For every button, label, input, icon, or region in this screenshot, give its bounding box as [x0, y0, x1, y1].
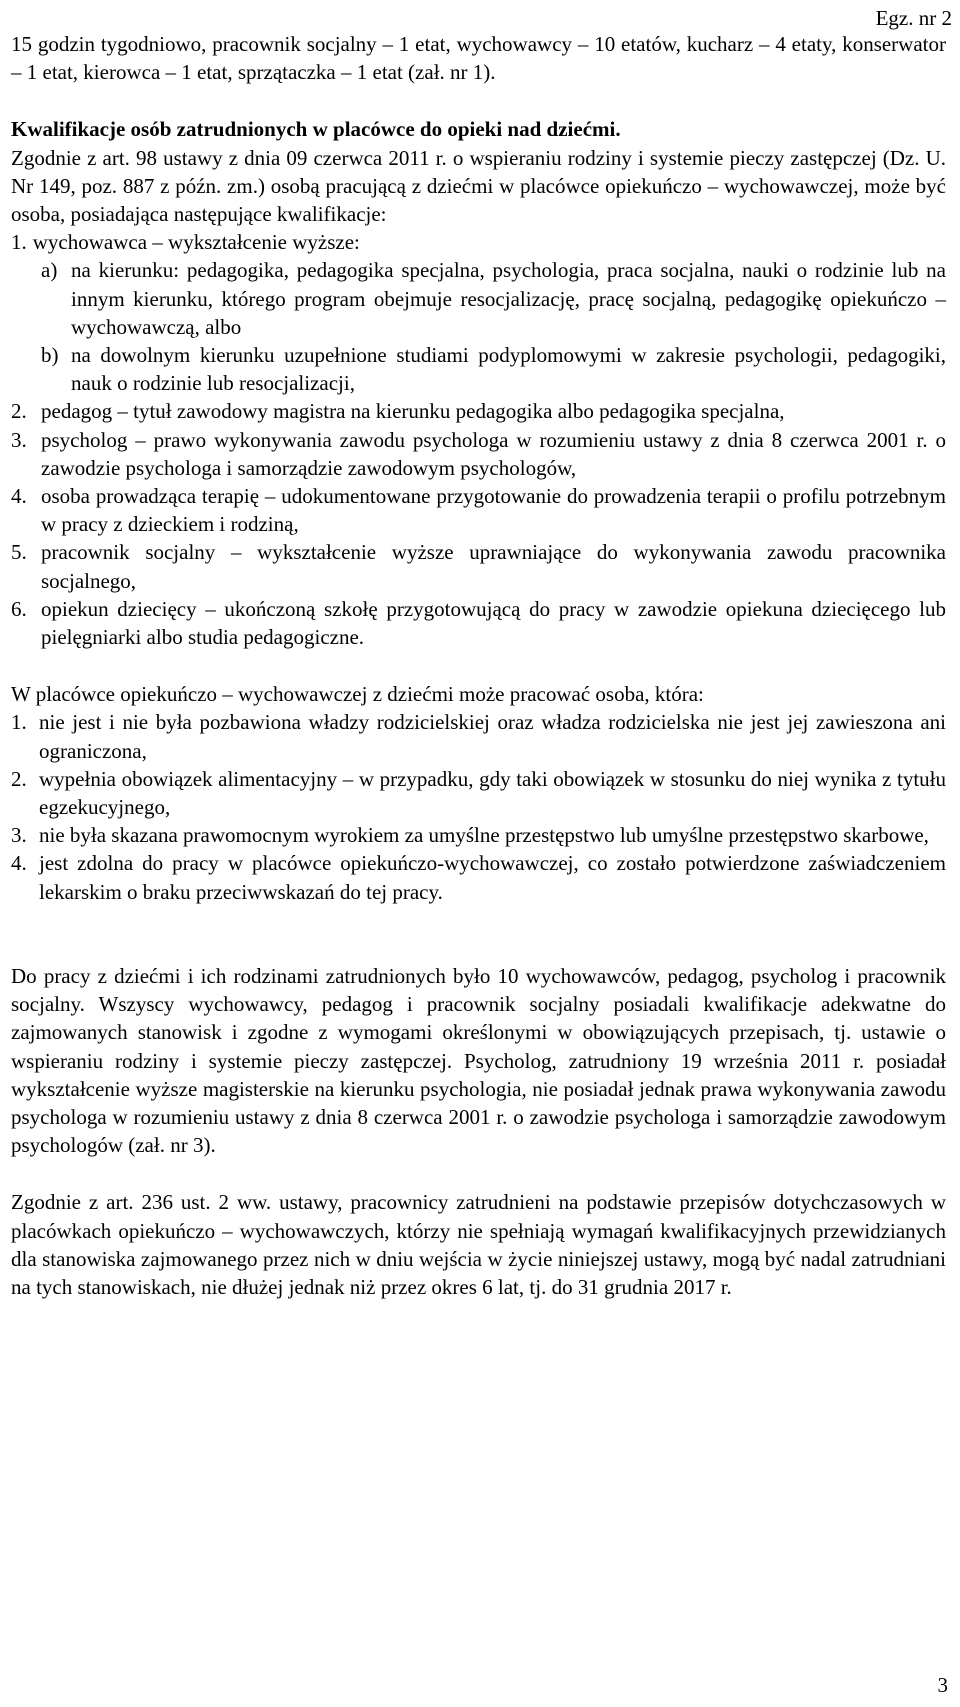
- qualification-item: [11, 228, 946, 397]
- requirements-section: [11, 680, 946, 906]
- requirements-intro: W placówce opiekuńczo – wychowawczej z dziećmi może pracować osoba, która:: [11, 682, 704, 707]
- list-number: 1.: [11, 710, 27, 735]
- sublist-item-text: na kierunku: pedagogika, pedagogika specjalna, psychologia, praca socjalna, nauki o rodzinie lub na innym kierunku, którego program obejmuje resocjalizację, pracę socjalną, pedagogikę opiekuńczo – wychowawczą, albo: [71, 258, 946, 339]
- list-number: 3.: [11, 823, 27, 848]
- list-item-text: osoba prowadząca terapię – udokumentowane przygotowanie do prowadzenia terapii o profilu potrzebnym w pracy z dzieckiem i rodziną,: [41, 484, 946, 537]
- list-number: 4.: [11, 851, 27, 876]
- staffing-intro-paragraph: 15 godzin tygodniowo, pracownik socjalny – 1 etat, wychowawcy – 10 etatów, kucharz – 4 etaty, konserwator – 1 etat, kierowca – 1 etat, sprzątaczka – 1 etat (zał. nr 1).: [11, 32, 946, 85]
- qualification-sublist: [41, 256, 946, 397]
- qualifications-intro: Zgodnie z art. 98 ustawy z dnia 09 czerwca 2011 r. o wspieraniu rodziny i systemie pieczy zastępczej (Dz. U. Nr 149, poz. 887 z późn. zm.) osobą pracującą z dziećmi w placówce opiekuńczo – wychowawczej, może być osoba, posiadająca następujące kwalifikacje:: [11, 145, 946, 227]
- page-header: [11, 0, 952, 30]
- qualifications-list: [11, 228, 946, 651]
- requirements-list: [11, 708, 946, 905]
- sublist-item-text: na dowolnym kierunku uzupełnione studiami podyplomowymi w zakresie psychologii, pedagogiki, nauk o rodzinie lub resocjalizacji,: [71, 343, 946, 396]
- list-number: 2.: [11, 766, 27, 791]
- list-item-text: jest zdolna do pracy w placówce opiekuńczo-wychowawczej, co zostało potwierdzone zaświadczeniem lekarskim o braku przeciwwskazań do tej pracy.: [39, 851, 946, 904]
- requirement-item: [11, 849, 946, 905]
- list-number: 4.: [11, 484, 27, 509]
- requirement-item: [11, 708, 946, 764]
- sublist-item: [41, 341, 946, 397]
- list-number: 2.: [11, 399, 27, 424]
- qualifications-heading: Kwalifikacje osób zatrudnionych w placówce do opieki nad dziećmi.: [11, 117, 621, 142]
- qualification-item: [11, 595, 946, 651]
- staff-qualifications-paragraph: Do pracy z dziećmi i ich rodzinami zatrudnionych było 10 wychowawców, pedagog, psycholog i pracownik socjalny. Wszyscy wychowawcy, pedagog i pracownik socjalny posiadali kwalifikacje adekwatne do zajmowanych stanowisk i zgodne z wymogami określonymi w obowiązujących przepisach, tj. ustawie o wspieraniu rodziny i systemie pieczy zastępczej. Psycholog, zatrudniony 19 września 2011 r. posiadał wykształcenie wyższe magisterskie na kierunku psychologia, nie posiadał jednak prawa wykonywania zawodu psychologa w rozumieniu ustawy z dnia 8 czerwca 2001 r. o zawodzie psychologa i samorządzie zawodowym psychologów (zał. nr 3).: [11, 963, 946, 1158]
- list-item-text: wypełnia obowiązek alimentacyjny – w przypadku, gdy taki obowiązek w stosunku do niej wynika z tytułu egzekucyjnego,: [39, 766, 946, 820]
- requirement-item: [11, 821, 946, 849]
- attachment-label: Egz. nr 2: [875, 6, 952, 30]
- sublist-letter: a): [41, 258, 58, 283]
- list-item-text: nie była skazana prawomocnym wyrokiem za umyślne przestępstwo lub umyślne przestępstwo skarbowe,: [39, 823, 929, 848]
- list-number: 6.: [11, 596, 27, 621]
- list-item-text: nie jest i nie była pozbawiona władzy rodzicielskiej oraz władza rodzicielska nie jest jej zawieszona ani ograniczona,: [39, 710, 946, 763]
- list-item-text: pracownik socjalny – wykształcenie wyższe uprawniające do wykonywania zawodu pracownika socjalnego,: [41, 540, 946, 593]
- requirement-item: [11, 765, 946, 821]
- list-number: 1.: [11, 230, 27, 255]
- list-number: 3.: [11, 427, 27, 452]
- page-number: 3: [937, 1672, 948, 1697]
- qualifications-section: [11, 115, 946, 651]
- list-item-text: psycholog – prawo wykonywania zawodu psychologa w rozumieniu ustawy z dnia 8 czerwca 2001 r. o zawodzie psychologa i samorządzie zawodowym psychologów,: [41, 427, 946, 480]
- list-item-text: pedagog – tytuł zawodowy magistra na kierunku pedagogika albo pedagogika specjalna,: [41, 399, 785, 424]
- sublist-item: [41, 256, 946, 341]
- qualification-item: [11, 426, 946, 482]
- qualification-item: [11, 482, 946, 538]
- qualification-item: [11, 397, 946, 425]
- list-item-text: opiekun dziecięcy – ukończoną szkołę przygotowującą do pracy w zawodzie opiekuna dziecięcego lub pielęgniarki albo studia pedagogiczne.: [41, 596, 946, 650]
- qualification-item: [11, 538, 946, 594]
- transitional-provision-paragraph: Zgodnie z art. 236 ust. 2 ww. ustawy, pracownicy zatrudnieni na podstawie przepisów dotychczasowych w placówkach opiekuńczo – wychowawczych, którzy nie spełniają wymagań kwalifikacyjnych przewidzianych dla stanowiska zajmowanego przez nich w dniu wejścia w życie niniejszej ustawy, mogą być nadal zatrudniani na tych stanowiskach, nie dłużej jednak niż przez okres 6 lat, tj. do 31 grudnia 2017 r.: [11, 1190, 946, 1299]
- list-number: 5.: [11, 540, 27, 565]
- list-item-text: wychowawca – wykształcenie wyższe:: [32, 230, 360, 255]
- document-page: [11, 0, 952, 1301]
- sublist-letter: b): [41, 343, 59, 368]
